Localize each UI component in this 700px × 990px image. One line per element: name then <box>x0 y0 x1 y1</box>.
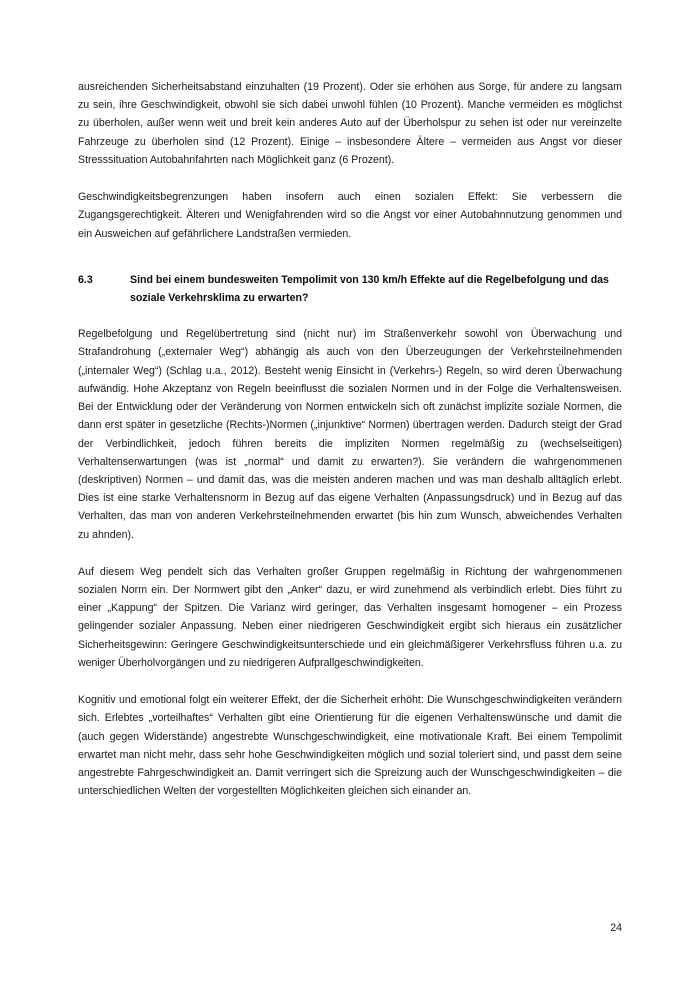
section-heading <box>78 271 622 307</box>
paragraph: Auf diesem Weg pendelt sich das Verhalten großer Gruppen regelmäßig in Richtung der wahrgenommenen sozialen Norm ein. Der Normwert gibt den „Anker“ dazu, er wird zunehmend als verbindlich erlebt. Dies führt zu einer „Kappung“ der Spitzen. Die Varianz wird geringer, das Verhalten insgesamt homogener – ein Prozess gelingender sozialer Anpassung. Neben einer niedrigeren Geschwindigkeit ergibt sich hieraus ein zusätzlicher Sicherheitsgewinn: Geringere Geschwindigkeitsunterschiede und ein gleichmäßigerer Verkehrsfluss führen u.a. zu weniger Überholvorgängen und zu niedrigeren Aufprallgeschwindigkeiten. <box>78 565 622 669</box>
paragraph: Kognitiv und emotional folgt ein weiterer Effekt, der die Sicherheit erhöht: Die Wunschgeschwindigkeiten verändern sich. Erlebtes „vorteilhaftes“ Verhalten gibt eine Orientierung für die eigenen Verhaltenswünsche und damit die (auch gegen Widerstände) angestrebte Wunschgeschwindigkeit, eine motivationale Kraft. Bei einem Tempolimit erwartet man nicht mehr, dass sehr hohe Geschwindigkeiten möglich und sozial toleriert sind, und passt dem seine angestrebte Fahrgeschwindigkeit an. Damit verringert sich die Spreizung auch der Wunschgeschwindigkeiten – die unterschiedlichen Welten der vorgestellten Möglichkeiten gleichen sich einander an. <box>78 694 622 798</box>
section-title: Sind bei einem bundesweiten Tempolimit von 130 km/h Effekte auf die Regelbefolgung und das soziale Verkehrsklima zu erwarten? <box>130 273 609 304</box>
paragraph: Regelbefolgung und Regelübertretung sind (nicht nur) im Straßenverkehr sowohl von Überwachung und Strafandrohung („externaler Weg“) abhängig als auch von den Überzeugungen der Verkehrsteilnehmenden („internaler Weg“) (Schlag u.a., 2012). Besteht wenig Einsicht in (Verkehrs-) Regeln, so wird deren Überwachung aufwändig. Hohe Akzeptanz von Regeln beeinflusst die sozialen Normen und in der Folge die Verhaltensweisen. Bei der Entwicklung oder der Veränderung von Normen entwickeln sich oft zunächst implizite soziale Normen, die dann erst später in gesetzliche (Rechts-)Normen („injunktive“ Normen) übertragen werden. Dadurch steigt der Grad der Verbindlichkeit, jedoch führen bereits die impliziten Normen regelmäßig zu (wechselseitigen) Verhaltenserwartungen (was ist „normal“ und damit zu erwarten?). Sie verändern die wahrgenommenen (deskriptiven) Normen – und damit das, was die meisten anderen machen und was man deshalb alltäglich erlebt. Dies ist eine starke Verhaltensnorm in Bezug auf das eigene Verhalten (Anpassungsdruck) und in Bezug auf das Verhalten, das man von anderen Verkehrsteilnehmenden erwartet (bis hin zum Wunsch, abweichendes Verhalten zu ahnden). <box>78 328 622 541</box>
paragraph: ausreichenden Sicherheitsabstand einzuhalten (19 Prozent). Oder sie erhöhen aus Sorge, für andere zu langsam zu sein, ihre Geschwindigkeit, obwohl sie sich dabei unwohl fühlen (10 Prozent). Manche vermeiden es möglichst zu überholen, außer wenn weit und breit kein anderes Auto auf der Überholspur zu sehen ist oder nur vereinzelte Fahrzeuge zu überholen sind (12 Prozent). Einige – insbesondere Ältere – vermeiden aus Angst vor dieser Stresssituation Autobahnfahrten nach Möglichkeit ganz (6 Prozent). <box>78 81 622 166</box>
document-body <box>78 78 622 800</box>
section-number: 6.3 <box>78 273 93 286</box>
page-number: 24 <box>610 922 622 934</box>
paragraph: Geschwindigkeitsbegrenzungen haben insofern auch einen sozialen Effekt: Sie verbessern die Zugangsgerechtigkeit. Älteren und Wenigfahrenden wird so die Angst vor einer Autobahnnutzung genommen und ein Ausweichen auf gefährlichere Landstraßen vermieden. <box>78 191 622 240</box>
